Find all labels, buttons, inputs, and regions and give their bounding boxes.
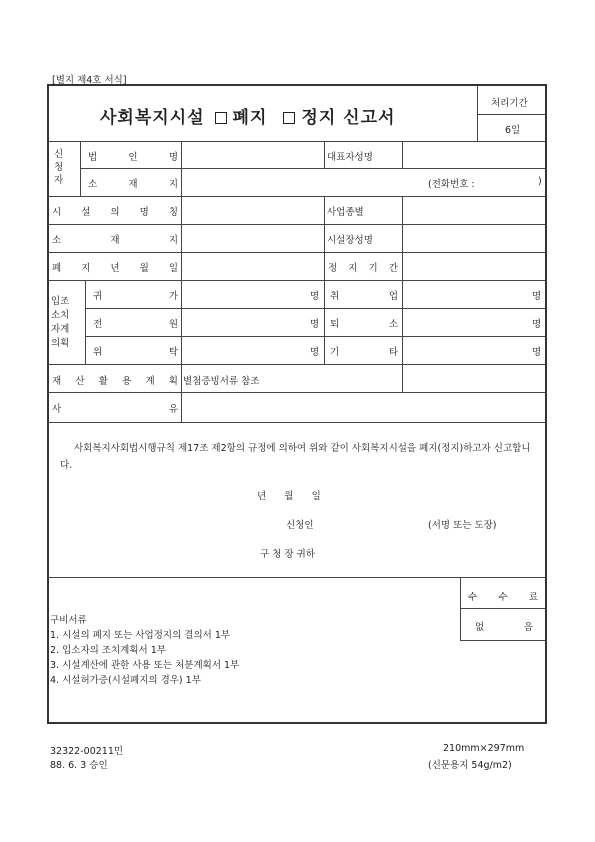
document-item: 2. 입소자의 조치계획서 1부 [50, 645, 166, 656]
footer-approval: 88. 6. 3 승인 [50, 760, 108, 771]
fee-label: 수 수 료 [468, 592, 538, 603]
resident-row-2-right: 퇴 소 [330, 319, 398, 330]
title-part2: 폐지 [232, 108, 268, 128]
closure-date-label: 폐 지 년 월 일 [52, 263, 178, 274]
recipient: 구 청 장 귀하 [260, 549, 315, 560]
form-title [100, 103, 395, 128]
phone-close: ) [538, 176, 542, 187]
resident-row-2-left: 전 원 [93, 319, 178, 330]
document-item: 4. 시설허가증(시설폐지의 경우) 1부 [50, 675, 201, 686]
declaration-text: 사회복지사회법시행규칙 제17조 제2항의 규정에 의하여 위와 같이 사회복지시설을 폐지(정지)하고자 신고합니다. [60, 443, 531, 471]
resident-row-3-left-unit: 명 [310, 347, 320, 358]
checkbox-suspension[interactable] [283, 112, 295, 124]
reason-label: 사 유 [52, 404, 178, 415]
property-plan-label: 재 산 활 용 계 획 [52, 376, 178, 387]
resident-row-1-right: 취 업 [330, 291, 398, 302]
applicant-location-label: 소 재 지 [88, 179, 178, 190]
applicant-group-label: 신 청 자 [54, 149, 64, 186]
resident-row-2-left-unit: 명 [310, 319, 320, 330]
resident-row-3-right-unit: 명 [532, 347, 542, 358]
applicant-line: 신청인 [286, 520, 314, 531]
resident-row-1-left: 귀 가 [93, 291, 178, 302]
facility-location-label: 소 재 지 [52, 235, 178, 246]
signature-note: (서명 또는 도장) [428, 520, 497, 531]
processing-label: 처리기간 [491, 98, 528, 109]
document-item: 3. 시설계산에 관한 사용 또는 처분계획서 1부 [50, 660, 240, 671]
business-type-label: 사업종별 [327, 207, 364, 218]
resident-plan-group-label: 입조 소치 자계 의획 [51, 296, 70, 349]
footer-code: 32322-00211민 [50, 746, 124, 757]
documents-title: 구비서류 [50, 615, 87, 626]
title-part1: 사회복지시설 [100, 108, 205, 128]
suspension-period-label: 정 지 기 간 [328, 263, 398, 274]
property-plan-value: 별첨증빙서류 참조 [183, 376, 260, 387]
resident-row-1-left-unit: 명 [310, 291, 320, 302]
facility-name-label: 시 설 의 명 칭 [52, 207, 178, 218]
checkbox-closure[interactable] [215, 112, 227, 124]
date-line: 년 월 일 [257, 491, 321, 502]
processing-value: 6일 [505, 125, 521, 136]
footer-paper: (신문용지 54g/m2) [428, 760, 512, 771]
resident-row-1-right-unit: 명 [532, 291, 542, 302]
form-number: [별지 제4호 서식] [52, 75, 127, 86]
footer-size: 210mm×297mm [443, 743, 525, 754]
rep-name-label: 대표자성명 [327, 152, 373, 163]
resident-row-3-left: 위 탁 [93, 347, 178, 358]
resident-row-3-right: 기 타 [330, 347, 398, 358]
corp-name-label: 법 인 명 [88, 152, 178, 163]
fee-value: 없 음 [475, 622, 533, 633]
phone-label: (전화번호 : [428, 179, 475, 190]
document-item: 1. 시설의 폐지 또는 사업정지의 결의서 1부 [50, 630, 231, 641]
title-part3: 정지 신고서 [301, 108, 396, 128]
resident-row-2-right-unit: 명 [532, 319, 542, 330]
facility-head-label: 시설장성명 [327, 235, 373, 246]
